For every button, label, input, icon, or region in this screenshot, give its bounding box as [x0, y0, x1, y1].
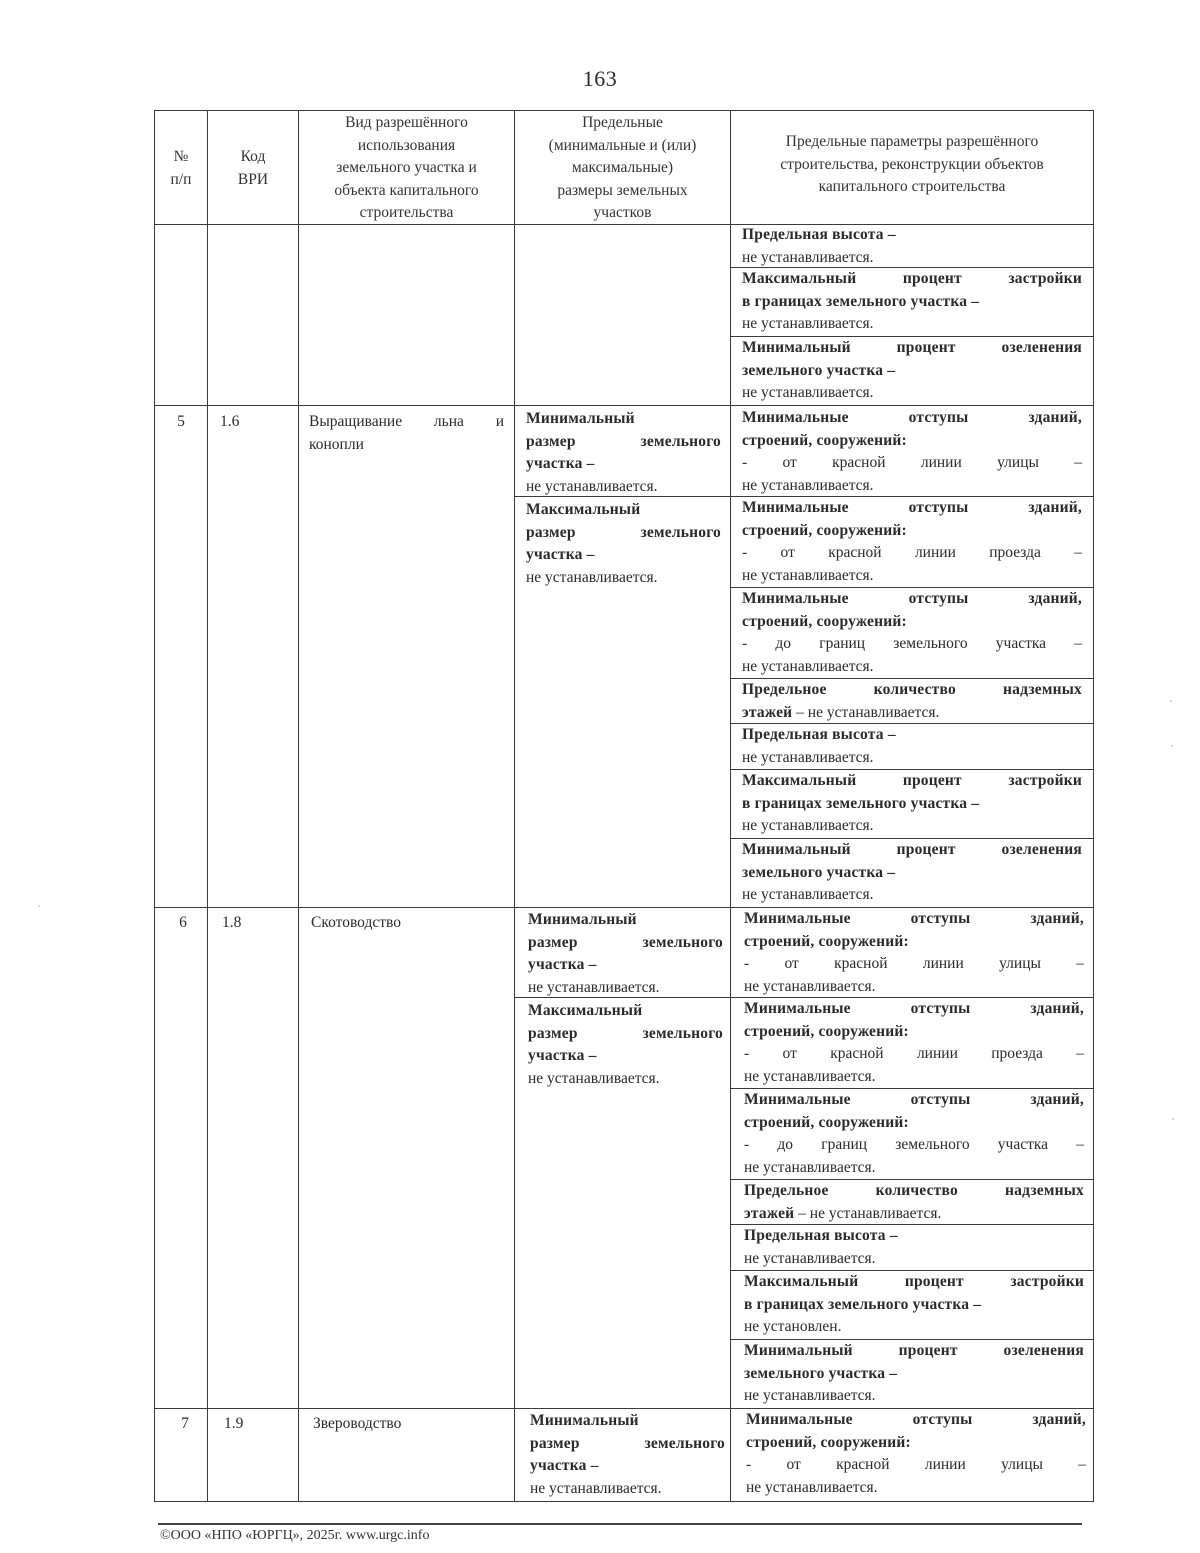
- plot-min-size: Минимальный размер земельного участка – не устанавливается.: [526, 410, 721, 495]
- plot-min-size: Минимальный размер земельного участка – не устанавливается.: [528, 911, 723, 996]
- page-number: 163: [582, 66, 618, 91]
- table-left-border: [154, 110, 155, 1502]
- row-code: 1.9: [224, 1415, 244, 1432]
- param-max-height: Предельная высота – не устанавливается.: [744, 1227, 898, 1267]
- header-construction-params: Предельные параметры разрешённого строительства, реконструкции объектов капитального строительства: [780, 133, 1044, 195]
- row-use-type: Звероводство: [313, 1415, 402, 1432]
- row-use-type: Скотоводство: [311, 914, 401, 931]
- param-setback-passage: Минимальные отступы зданий, строений, сооружений: - от красной линии проезда – не устанавливается.: [742, 499, 1082, 584]
- param-min-greening-percent: Минимальный процент озеленения земельного участка – не устанавливается.: [742, 339, 1082, 401]
- row-number: 6: [179, 914, 187, 931]
- param-setback-plot-border: Минимальные отступы зданий, строений, сооружений: - до границ земельного участка – не устанавливается.: [742, 590, 1082, 675]
- header-code: Код ВРИ: [237, 148, 269, 188]
- param-floors: Предельное количество надземных этажей – не устанавливается.: [742, 681, 1082, 721]
- header-plot-sizes: Предельные (минимальные и (или) максимальные) размеры земельных участков: [548, 114, 697, 221]
- plot-max-size: Максимальный размер земельного участка – не устанавливается.: [528, 1002, 723, 1087]
- plot-min-size: Минимальный размер земельного участка – не устанавливается.: [530, 1412, 725, 1497]
- param-max-height: Предельная высота – не устанавливается.: [742, 226, 896, 266]
- plot-max-size: Максимальный размер земельного участка – не устанавливается.: [526, 501, 721, 586]
- header-number: № п/п: [170, 148, 192, 188]
- table-bottom-border: [154, 1501, 1094, 1502]
- scan-speck: [1170, 700, 1172, 702]
- param-setback-plot-border: Минимальные отступы зданий, строений, сооружений: - до границ земельного участка – не устанавливается.: [744, 1091, 1084, 1176]
- param-setback-street: Минимальные отступы зданий, строений, сооружений: - от красной линии улицы – не устанавливается.: [742, 409, 1082, 494]
- row-code: 1.8: [222, 914, 242, 931]
- row-number: 5: [177, 413, 185, 430]
- param-max-height: Предельная высота – не устанавливается.: [742, 726, 896, 766]
- table-top-border: [154, 110, 1094, 111]
- param-max-building-percent: Максимальный процент застройки в границах земельного участка – не устанавливается.: [742, 270, 1082, 332]
- scan-speck: [38, 905, 40, 907]
- scan-speck: [1172, 1118, 1174, 1120]
- column-divider: [298, 110, 299, 1502]
- footer-copyright: ©ООО «НПО «ЮРГЦ», 2025г. www.urgc.info: [160, 1528, 430, 1543]
- param-setback-passage: Минимальные отступы зданий, строений, сооружений: - от красной линии проезда – не устанавливается.: [744, 1000, 1084, 1085]
- param-max-building-percent: Максимальный процент застройки в границах земельного участка – не устанавливается.: [742, 772, 1082, 834]
- footer-rule: [158, 1523, 1082, 1525]
- row-divider: [154, 405, 1094, 406]
- column-divider: [207, 110, 208, 1502]
- scan-speck: [1171, 745, 1173, 747]
- row-number: 7: [181, 1415, 189, 1432]
- row-use-type: Выращивание льна и конопли: [309, 413, 504, 453]
- row-code: 1.6: [220, 413, 240, 430]
- column-divider: [730, 110, 731, 1502]
- table-right-border: [1093, 110, 1094, 1502]
- param-setback-street: Минимальные отступы зданий, строений, сооружений: - от красной линии улицы – не устанавливается.: [746, 1411, 1086, 1496]
- param-min-greening-percent: Минимальный процент озеленения земельного участка – не устанавливается.: [742, 841, 1082, 903]
- param-max-building-percent: Максимальный процент застройки в границах земельного участка – не установлен.: [744, 1273, 1084, 1335]
- column-divider: [514, 110, 515, 1502]
- param-setback-street: Минимальные отступы зданий, строений, сооружений: - от красной линии улицы – не устанавливается.: [744, 910, 1084, 995]
- param-floors: Предельное количество надземных этажей – не устанавливается.: [744, 1182, 1084, 1222]
- header-use-type: Вид разрешённого использования земельного участка и объекта капитального строительства: [334, 114, 479, 221]
- param-min-greening-percent: Минимальный процент озеленения земельного участка – не устанавливается.: [744, 1342, 1084, 1404]
